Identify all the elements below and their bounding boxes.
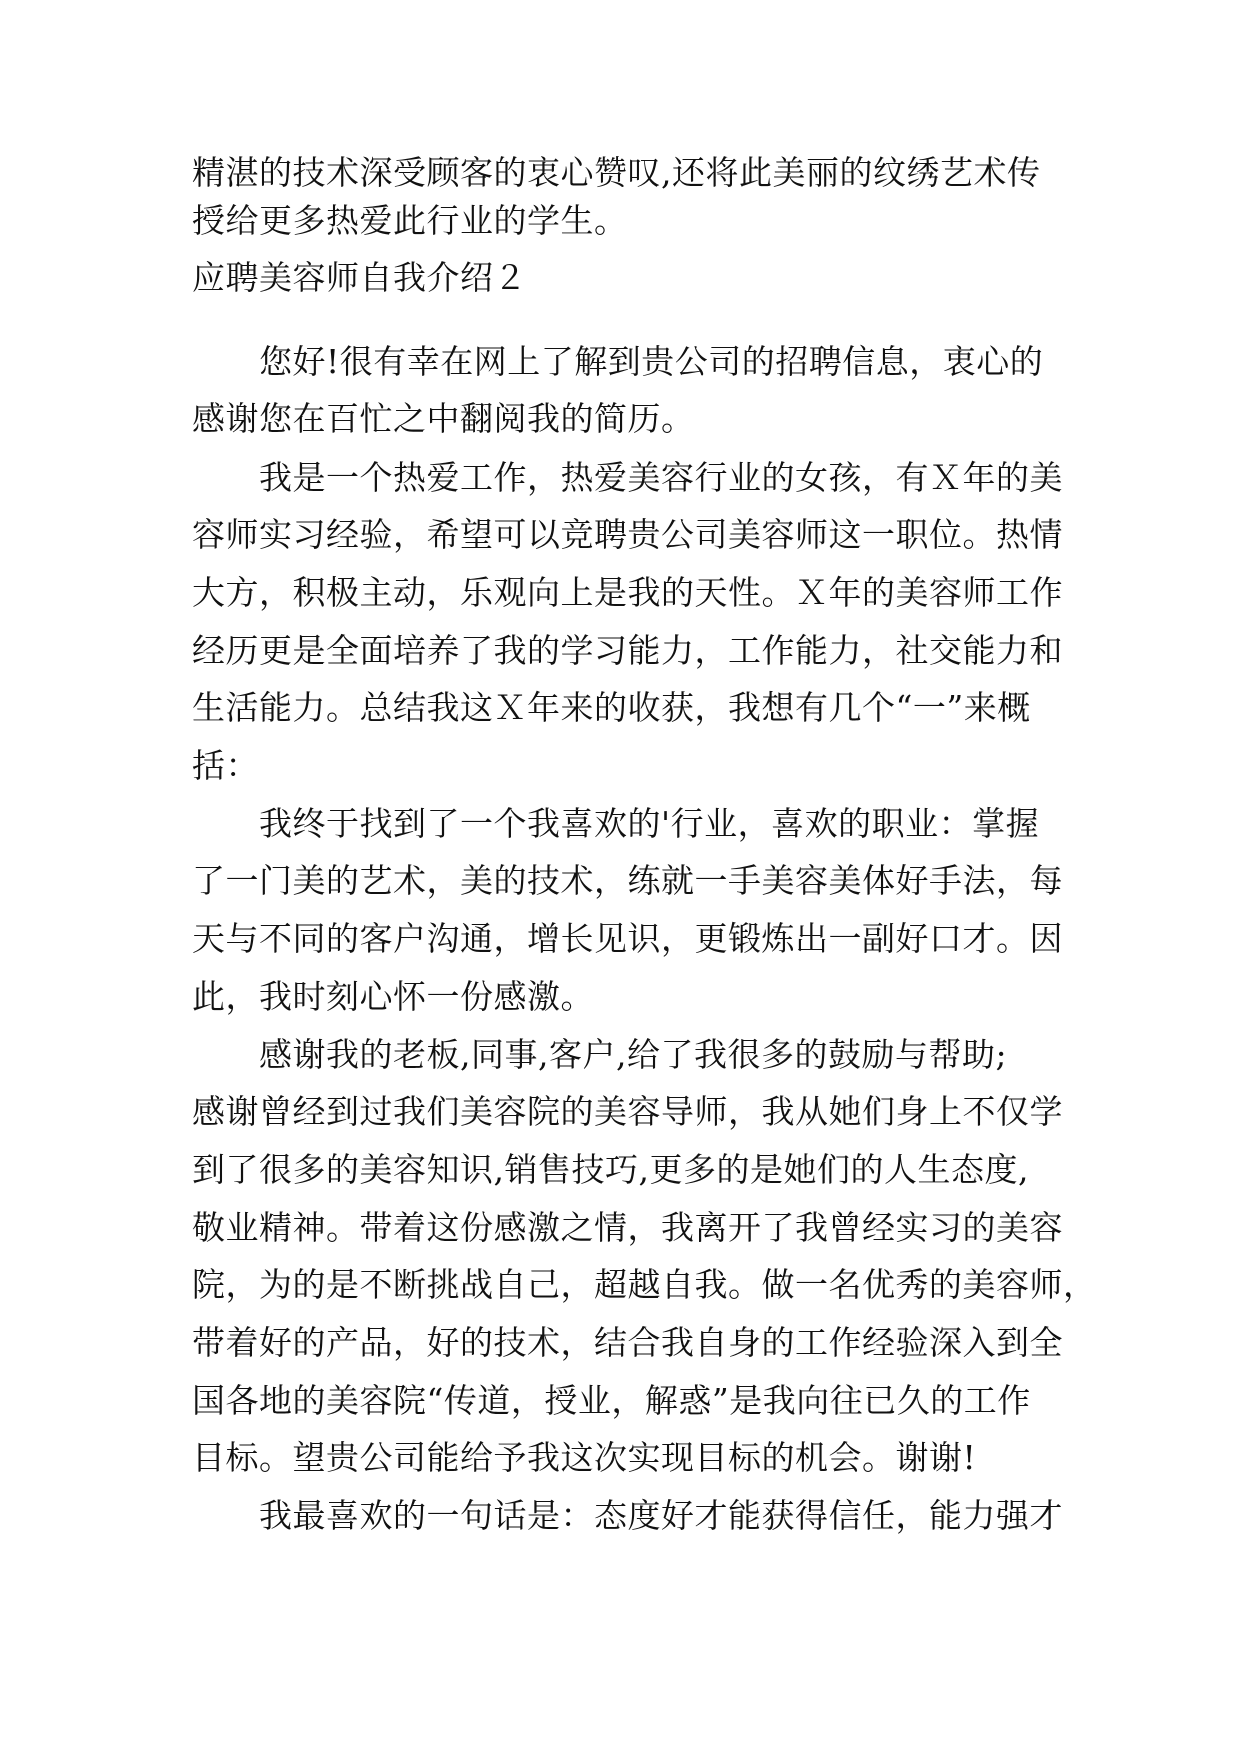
text-line: 生活能力。总结我这Ｘ年来的收获，我想有几个“一”来概	[192, 688, 1031, 727]
section-heading: 应聘美容师自我介绍２	[192, 258, 527, 297]
text-line: 目标。望贵公司能给予我这次实现目标的机会。谢谢!	[192, 1438, 977, 1477]
text-line: 感谢您在百忙之中翻阅我的简历。	[192, 399, 695, 438]
text-line: 天与不同的客户沟通，增长见识，更锻炼出一副好口才。因	[192, 919, 1063, 958]
text-line: 感谢曾经到过我们美容院的美容导师，我从她们身上不仅学	[192, 1092, 1063, 1131]
text-line: 大方，积极主动，乐观向上是我的天性。Ｘ年的美容师工作	[192, 573, 1063, 612]
text-line: 我最喜欢的一句话是：态度好才能获得信任，能力强才	[192, 1496, 1063, 1535]
text-line: 国各地的美容院“传道，授业，解惑”是我向往已久的工作	[192, 1381, 1031, 1420]
text-line: 感谢我的老板,同事,客户,给了我很多的鼓励与帮助;	[192, 1035, 1008, 1074]
text-line: 我终于找到了一个我喜欢的'行业，喜欢的职业：掌握	[192, 804, 1040, 843]
text-line: 带着好的产品，好的技术，结合我自身的工作经验深入到全	[192, 1323, 1063, 1362]
text-line: 授给更多热爱此行业的学生。	[192, 201, 628, 240]
text-line: 到了很多的美容知识,销售技巧,更多的是她们的人生态度,	[192, 1150, 1029, 1189]
text-line: 此，我时刻心怀一份感激。	[192, 977, 594, 1016]
text-line: 容师实习经验，希望可以竞聘贵公司美容师这一职位。热情	[192, 515, 1063, 554]
text-line: 括：	[192, 746, 259, 785]
text-line: 您好!很有幸在网上了解到贵公司的招聘信息，衷心的	[192, 342, 1044, 381]
text-line: 经历更是全面培养了我的学习能力，工作能力，社交能力和	[192, 631, 1063, 670]
text-line: 了一门美的艺术，美的技术，练就一手美容美体好手法，每	[192, 861, 1063, 900]
text-line: 我是一个热爱工作，热爱美容行业的女孩，有Ｘ年的美	[192, 458, 1063, 497]
text-line: 院，为的是不断挑战自己，超越自我。做一名优秀的美容师，	[192, 1265, 1097, 1304]
text-line: 敬业精神。带着这份感激之情，我离开了我曾经实习的美容	[192, 1208, 1063, 1247]
text-line: 精湛的技术深受顾客的衷心赞叹,还将此美丽的纹绣艺术传	[192, 153, 1041, 192]
